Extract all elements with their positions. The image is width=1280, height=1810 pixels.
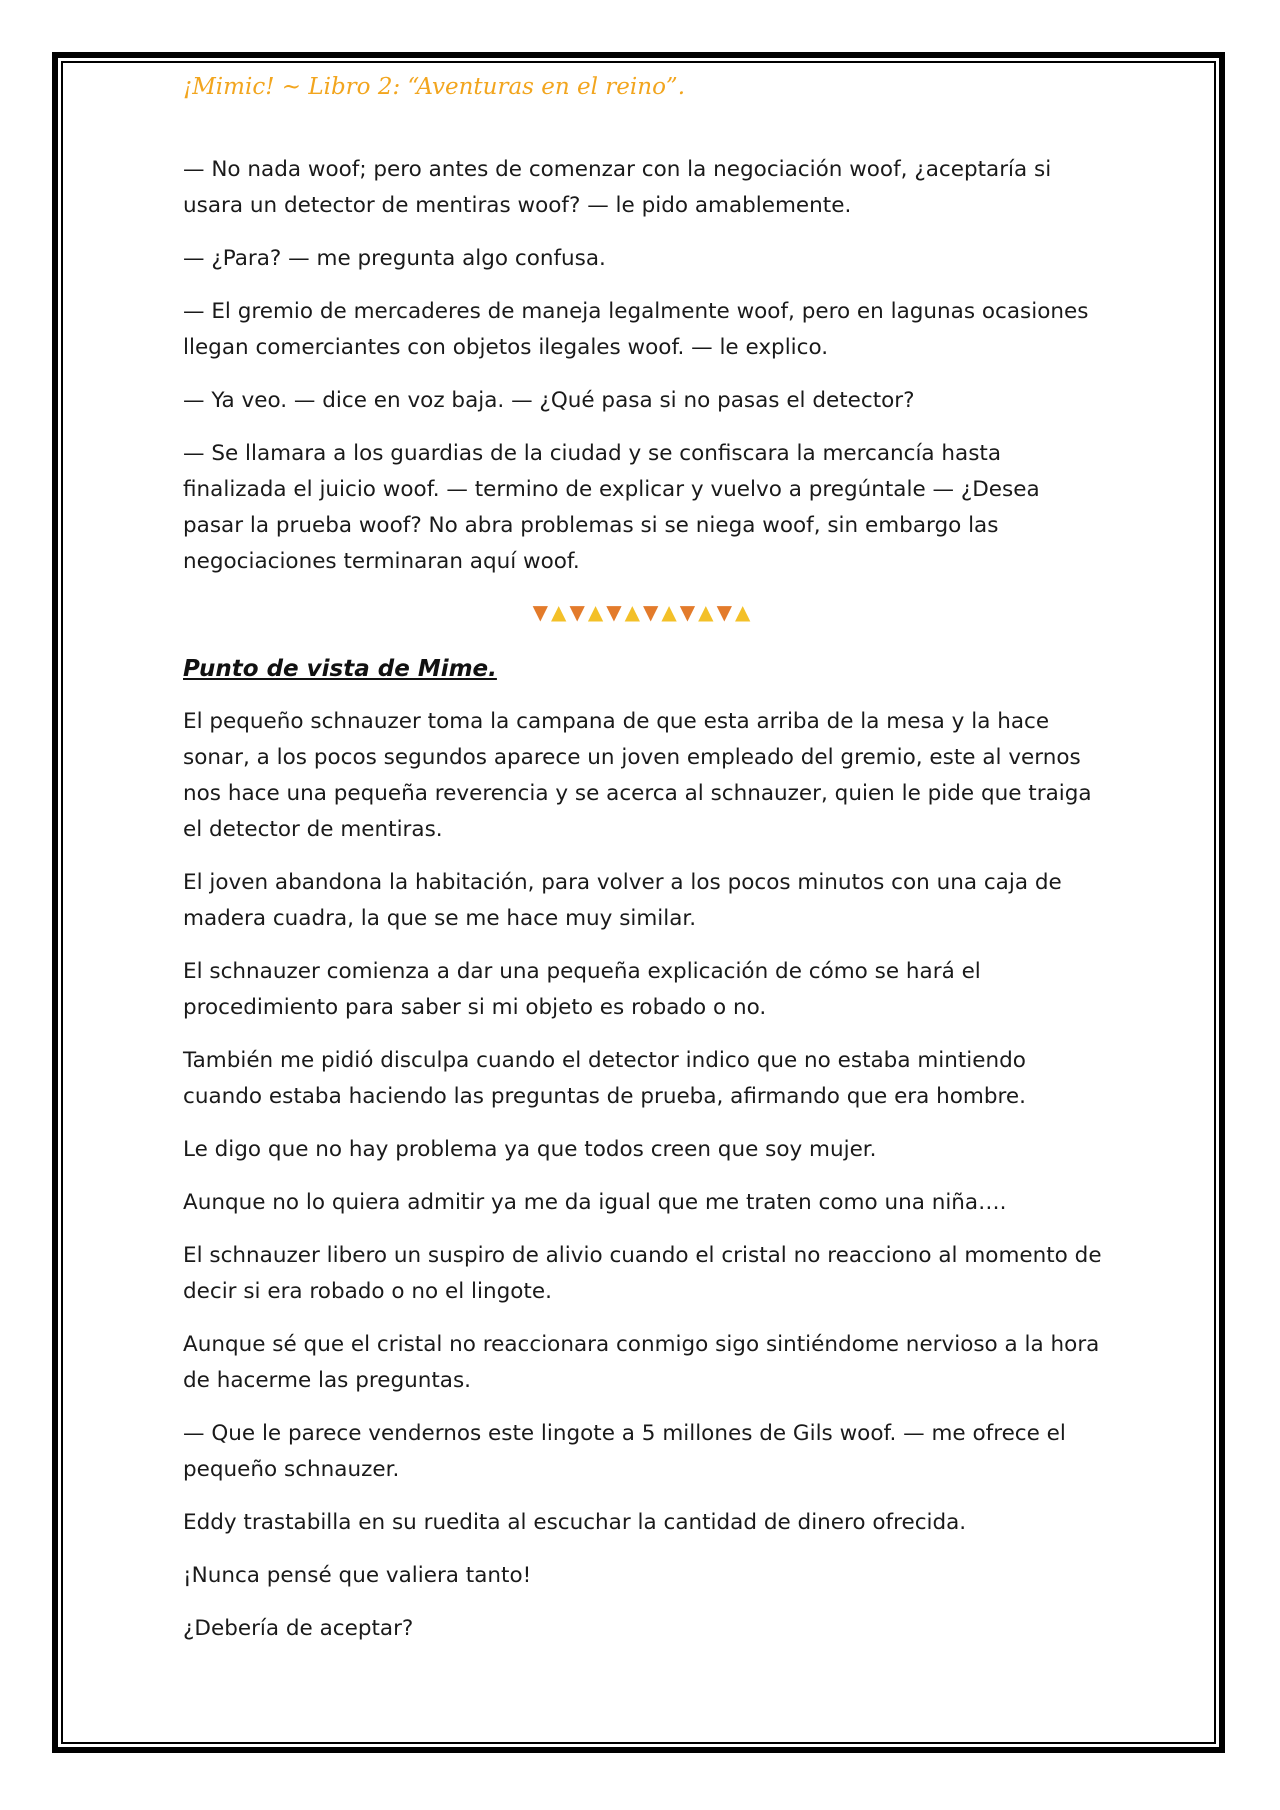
triangle-up-icon: ▲ bbox=[734, 600, 754, 624]
triangle-down-icon: ▼ bbox=[643, 600, 662, 624]
paragraph: — ¿Para? — me pregunta algo confusa. bbox=[183, 246, 606, 271]
triangle-down-icon: ▼ bbox=[532, 600, 552, 624]
paragraph: ¡Nunca pensé que valiera tanto! bbox=[183, 1563, 532, 1588]
triangle-up-icon: ▲ bbox=[551, 600, 570, 624]
paragraph: — No nada woof; pero antes de comenzar con la negociación woof, ¿aceptaría si usara un detector de mentiras woof? — le pido amablemente. bbox=[183, 157, 1052, 218]
paragraph: El pequeño schnauzer toma la campana de que esta arriba de la mesa y la hace sonar, a los pocos segundos aparece un joven empleado del gremio, este al vernos nos hace una pequeña reverencia y se acerca al schnauzer, quien le pide que traiga el detector de mentiras. bbox=[183, 709, 1092, 842]
paragraph: Aunque sé que el cristal no reaccionara conmigo sigo sintiéndome nervioso a la hora de hacerme las preguntas. bbox=[183, 1332, 1100, 1393]
paragraph: También me pidió disculpa cuando el detector indico que no estaba mintiendo cuando estaba haciendo las preguntas de prueba, afirmando que era hombre. bbox=[183, 1048, 1026, 1109]
paragraph: El joven abandona la habitación, para volver a los pocos minutos con una caja de madera cuadra, la que se me hace muy similar. bbox=[183, 870, 1062, 931]
paragraph: Aunque no lo quiera admitir ya me da igual que me traten como una niña…. bbox=[183, 1190, 1007, 1215]
book-header: ¡Mimic! ~ Libro 2: “Aventuras en el reino”. bbox=[183, 74, 686, 100]
paragraph: — El gremio de mercaderes de maneja legalmente woof, pero en lagunas ocasiones llegan comerciantes con objetos ilegales woof. — le explico. bbox=[183, 299, 1089, 360]
paragraph: El schnauzer libero un suspiro de alivio cuando el cristal no reacciono al momento de decir si era robado o no el lingote. bbox=[183, 1243, 1102, 1304]
triangle-down-icon: ▼ bbox=[569, 600, 588, 624]
triangle-up-icon: ▲ bbox=[661, 600, 680, 624]
paragraph: Eddy trastabilla en su ruedita al escuchar la cantidad de dinero ofrecida. bbox=[183, 1510, 967, 1535]
triangle-down-icon: ▼ bbox=[679, 600, 699, 624]
triangle-down-icon: ▼ bbox=[606, 600, 625, 624]
paragraph: Le digo que no hay problema ya que todos creen que soy mujer. bbox=[183, 1137, 877, 1162]
paragraph: ¿Debería de aceptar? bbox=[183, 1616, 414, 1641]
paragraph: — Ya veo. — dice en voz baja. — ¿Qué pasa si no pasas el detector? bbox=[183, 388, 915, 413]
paragraph: El schnauzer comienza a dar una pequeña explicación de cómo se hará el procedimiento para saber si mi objeto es robado o no. bbox=[183, 959, 981, 1020]
paragraph: — Se llamara a los guardias de la ciudad y se confiscara la mercancía hasta finalizada el juicio woof. — termino de explicar y vuelvo a pregúntale — ¿Desea pasar la prueba woof? No abra problemas si se niega woof, sin embargo las negociaciones terminaran aquí woof. bbox=[183, 441, 1040, 574]
page-content bbox=[183, 70, 1103, 1664]
triangle-up-icon: ▲ bbox=[624, 600, 643, 624]
paragraph: — Que le parece vendernos este lingote a 5 millones de Gils woof. — me ofrece el pequeño schnauzer. bbox=[183, 1421, 1066, 1482]
triangle-divider bbox=[183, 597, 1103, 627]
section-heading: Punto de vista de Mime. bbox=[183, 656, 497, 682]
triangle-up-icon: ▲ bbox=[587, 600, 607, 624]
triangle-up-icon: ▲ bbox=[698, 600, 717, 624]
triangle-down-icon: ▼ bbox=[716, 600, 735, 624]
